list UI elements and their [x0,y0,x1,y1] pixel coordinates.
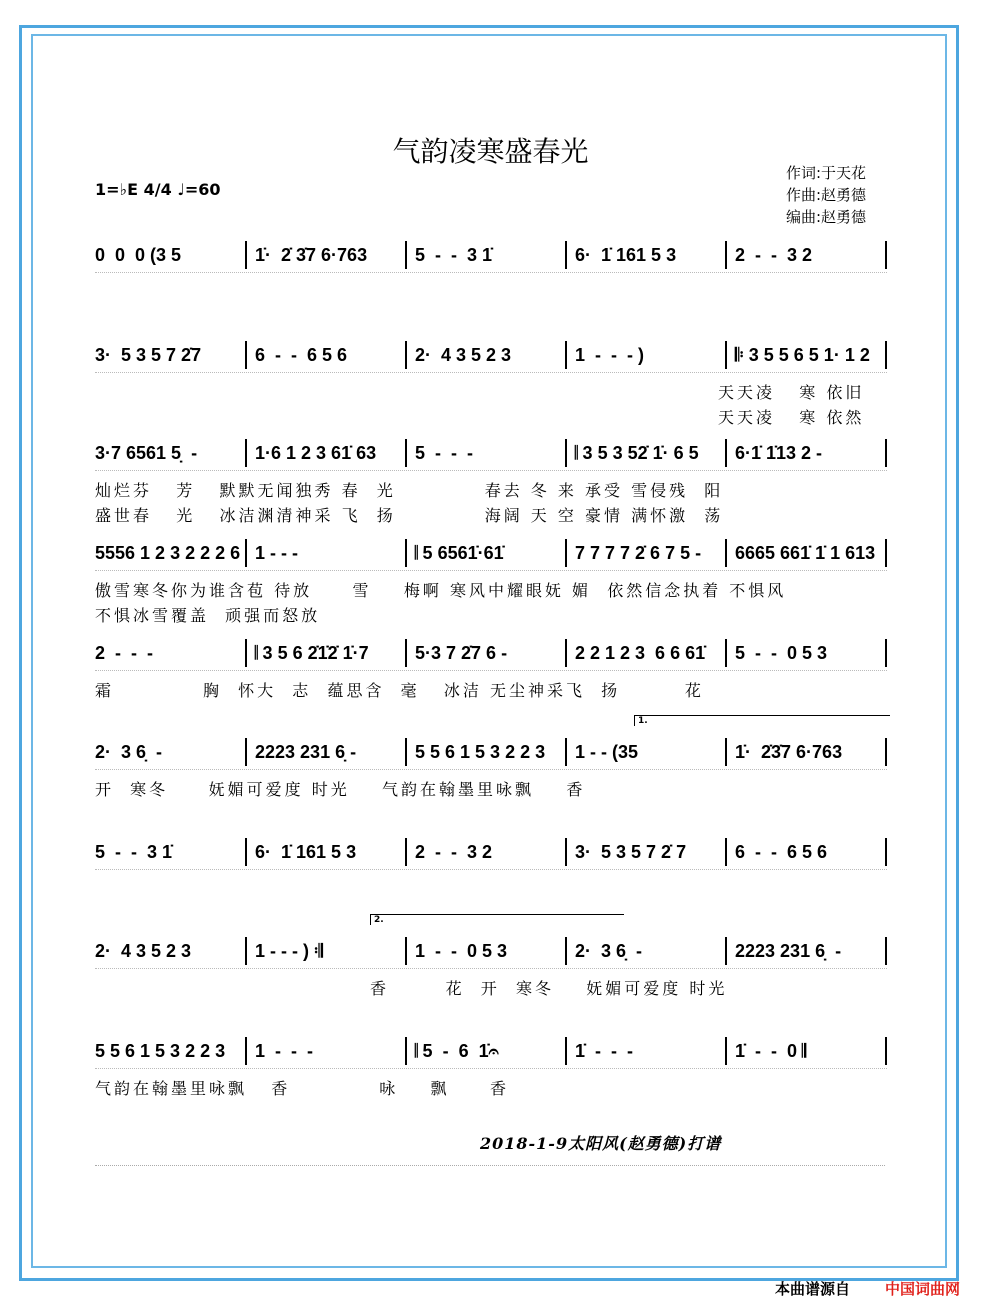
volta-bracket: 2. [370,914,624,925]
measure: 𝄁 3 5 6 2̇1̇2̇ 1̇·7 [245,639,405,667]
notation-row [95,440,887,466]
measure: 2223 231 6̣ - [725,937,887,965]
notation-row [95,342,887,368]
lyric-line: 盛世春 光 冰洁渊清神采 飞 扬 海阔 天 空 豪情 满怀激 荡 [95,506,724,525]
notation-row [95,1038,887,1064]
measure: 1 - - - [245,1037,405,1065]
measure: 5 - - 0 5 3 [725,639,887,667]
measure: 2· 4 3 5 2 3 [405,341,565,369]
song-title: 气韵凌寒盛春光 [392,135,589,168]
lyric-line: 天天凌 寒 依然 [718,408,865,427]
lyric-line: 霜 胸 怀大 志 蕴思含 毫 冰洁 无尘神采飞 扬 花 [95,681,704,700]
measure: 0 0 0 (3 5 [95,245,182,265]
measure: 1 - - - ) 𝄇 [245,937,405,965]
measure: 6· 1̇ 161 5 3 [565,241,725,269]
measure: 2 - - 3 2 [725,241,887,269]
notation-row [95,540,887,566]
source-label: 本曲谱源自 [775,1280,851,1298]
lyric-line: 不惧冰雪覆盖 顽强而怒放 [95,606,321,625]
measure: 𝄁 5 - 6 1̇𝄐 [405,1037,565,1065]
measure: 6· 1̇ 161 5 3 [245,838,405,866]
measure: 2223 231 6̣ - [245,738,405,766]
composer: 作曲:赵勇德 [786,186,867,204]
measure: 2· 3 6̣ - [95,742,163,762]
measure: 1 - - - [245,539,405,567]
divider [95,1165,885,1166]
credits [786,162,866,228]
measure: 5 5 6 1 5 3 2 2 3 [405,738,565,766]
volta-bracket: 1. [634,715,890,726]
measure: 7 7 7 7 2̇ 6 7 5 - [565,539,725,567]
measure: 1 - - (35 [565,738,725,766]
measure: 2 2 1 2 3 6 6 61̇ [565,639,725,667]
measure: 3· 5 3 5 7 2̇7 [95,345,202,365]
measure: 1̇· 2̇3̇7 6·763 [725,738,887,766]
key-signature: 1=♭E 4/4 ♩=60 [95,180,221,199]
measure: 6 - - 6 5 6 [245,341,405,369]
measure: 1̇ - - 0 𝄂 [725,1037,887,1065]
measure: 𝄁 3 5 3 52̇ 1̇· 6 5 [565,439,725,467]
notation-row [95,242,887,268]
measure: 𝄁 5 6561̇·61̇ [405,539,565,567]
measure: 5·3 7 2̇7 6 - [405,639,565,667]
measure: 6 - - 6 5 6 [725,838,887,866]
lyric-line: 气韵在翰墨里咏飘 香 咏 飘 香 [95,1079,509,1098]
measure: 5 - - 3 1̇ [405,241,565,269]
notation-row [95,739,887,765]
measure: 5 - - 3 1̇ [95,842,173,862]
notation-row [95,839,887,865]
lyric-line: 开 寒冬 妩媚可爱度 时光 气韵在翰墨里咏飘 香 [95,780,586,799]
measure: 5556 1 2 3 2 2 2 6 [95,543,241,563]
lyric-line: 香 花 开 寒冬 妩媚可爱度 时光 [370,979,728,998]
measure: 1 - - - ) [565,341,725,369]
measure: 3·7 6561 5̣ - [95,443,198,463]
measure: 1·6 1 2 3 61̇ 63 [245,439,405,467]
source-site-link[interactable]: 中国词曲网 [885,1280,961,1298]
notation-row [95,938,887,964]
notation-row [95,640,887,666]
measure: 𝄆 3 5 5 6 5 1· 1 2 [725,341,887,369]
lyric-line: 傲雪寒冬你为谁含苞 待放 雪 梅啊 寒风中耀眼妩 媚 依然信念执着 不惧风 [95,581,787,600]
measure: 3· 5 3 5 7 2̇ 7 [565,838,725,866]
lyricist: 作词:于天花 [786,164,867,182]
measure: 1 - - 0 5 3 [405,937,565,965]
measure: 1̇· 2̇ 3̇7 6·763 [245,241,405,269]
measure: 5 - - - [405,439,565,467]
measure: 2 - - - [95,643,153,663]
lyric-line: 天天凌 寒 依旧 [718,383,865,402]
measure: 2· 3 6̣ - [565,937,725,965]
measure: 6·1̇ 1̇13 2 - [725,439,887,467]
arranger: 编曲:赵勇德 [786,208,867,226]
measure: 2· 4 3 5 2 3 [95,941,192,961]
measure: 1̇ - - - [565,1037,725,1065]
lyric-line: 灿烂芬 芳 默默无闻独秀 春 光 春去 冬 来 承受 雪侵残 阳 [95,481,724,500]
measure: 2 - - 3 2 [405,838,565,866]
measure: 5 5 6 1 5 3 2 2 3 [95,1041,226,1061]
transcriber-signature: 2018-1-9太阳风(赵勇德)打谱 [480,1134,722,1153]
measure: 6665 661̇ 1̇ 1 613 [725,539,887,567]
